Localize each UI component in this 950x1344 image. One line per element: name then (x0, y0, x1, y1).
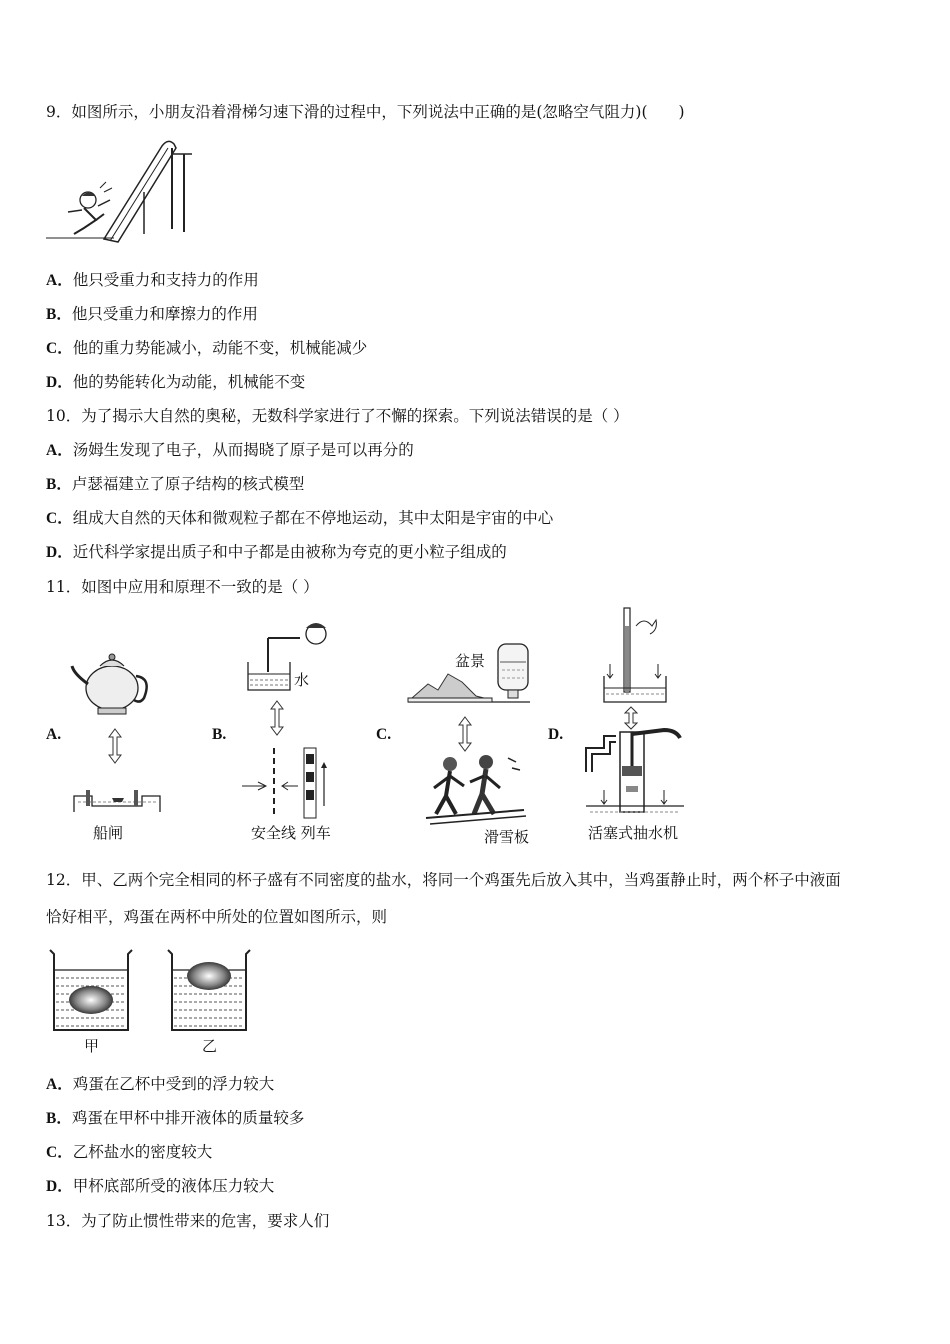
double-arrow-icon (270, 700, 284, 736)
q10-option-b[interactable]: B．卢瑟福建立了原子结构的核式模型 (46, 475, 305, 493)
q11-panel-b-letter[interactable]: B. (212, 726, 227, 743)
ship-lock-figure (72, 776, 162, 820)
q10-option-c[interactable]: C．组成大自然的天体和微观粒子都在不停地运动，其中太阳是宇宙的中心 (46, 509, 554, 527)
cup-yi-label: 乙 (202, 1037, 218, 1055)
q9-option-a[interactable]: A．他只受重力和支持力的作用 (46, 271, 259, 289)
q13-stem: 13．为了防止惯性带来的危害，要求人们 (46, 1212, 330, 1230)
skiers-figure (420, 752, 530, 828)
q9-stem: 9．如图所示，小朋友沿着滑梯匀速下滑的过程中，下列说法中正确的是(忽略空气阻力)( ) (46, 103, 685, 121)
teapot-figure (70, 640, 160, 720)
q11-panel-a-letter[interactable]: A. (46, 726, 62, 743)
piston-pump-figure (580, 726, 690, 822)
q10-option-a[interactable]: A．汤姆生发现了电子，从而揭晓了原子是可以再分的 (46, 441, 414, 459)
bonsai-label: 盆景 (455, 652, 486, 670)
ship-lock-caption: 船闸 (93, 824, 124, 842)
q12-option-c[interactable]: C．乙杯盐水的密度较大 (46, 1143, 213, 1161)
q12-option-d[interactable]: D．甲杯底部所受的液体压力较大 (46, 1177, 275, 1195)
q10-option-d[interactable]: D．近代科学家提出质子和中子都是由被称为夸克的更小粒子组成的 (46, 543, 507, 561)
double-arrow-icon (108, 728, 122, 764)
barometer-tube-figure (596, 606, 676, 706)
q12-stem-line2: 恰好相平，鸡蛋在两杯中所处的位置如图所示，则 (46, 908, 388, 926)
train-safety-line-figure (238, 746, 338, 820)
q11-stem: 11．如图中应用和原理不一致的是（ ） (46, 578, 319, 596)
q9-option-b[interactable]: B．他只受重力和摩擦力的作用 (46, 305, 258, 323)
q10-stem: 10．为了揭示大自然的奥秘，无数科学家进行了不懈的探索。下列说法错误的是（ ） (46, 407, 629, 425)
q12-stem-line1: 12．甲、乙两个完全相同的杯子盛有不同密度的盐水，将同一个鸡蛋先后放入其中，当鸡蛋静止时，两个杯子中液面 (46, 871, 841, 889)
cup-yi-figure (164, 946, 254, 1034)
q9-option-c[interactable]: C．他的重力势能减小，动能不变，机械能减少 (46, 339, 368, 357)
q11-panel-c-letter[interactable]: C. (376, 726, 392, 743)
cup-jia-figure (46, 946, 136, 1034)
q9-option-d[interactable]: D．他的势能转化为动能，机械能不变 (46, 373, 306, 391)
water-label: 水 (294, 671, 310, 689)
q11-panel-d-letter[interactable]: D. (548, 726, 564, 743)
double-arrow-icon (458, 716, 472, 752)
pump-caption: 活塞式抽水机 (588, 824, 679, 842)
q12-option-b[interactable]: B．鸡蛋在甲杯中排开液体的质量较多 (46, 1109, 305, 1127)
ski-caption: 滑雪板 (484, 828, 530, 846)
straw-blow-figure (240, 614, 340, 698)
q12-option-a[interactable]: A．鸡蛋在乙杯中受到的浮力较大 (46, 1075, 275, 1093)
train-caption: 安全线 列车 (251, 824, 331, 842)
cup-jia-label: 甲 (84, 1037, 100, 1055)
slide-figure (44, 134, 194, 249)
